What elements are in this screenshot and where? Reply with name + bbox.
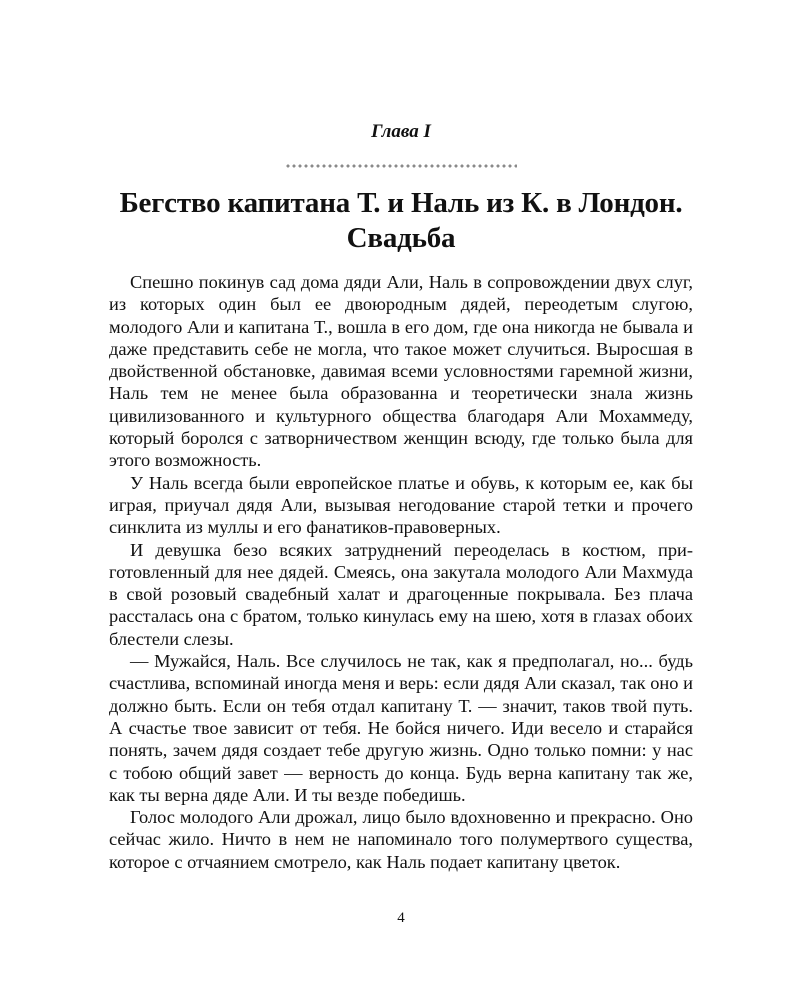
chapter-label: Глава I [371,121,431,142]
paragraph: Голос молодого Али дрожал, лицо было вдохновенно и прекрасно. Оно сейчас жило. Ничто в нем не напоминало того полумертвого существа, которое с отчаянием смотрело, как Наль подает капитану цветок. [109,807,693,872]
paragraph: У Наль всегда были европейское платье и обувь, к которым ее, как бы играя, приучал дядя Али, вызывая негодование старой тетки и прочего синклита из муллы и его фанатиков-правоверных. [109,472,693,538]
book-page [109,0,693,1000]
page-number: 4 [397,910,405,926]
paragraph: Спешно покинув сад дома дяди Али, Наль в сопровождении двух слуг, из которых один был ее двоюродным дядей, переодетым слугою, молодого Али и капитана Т., вошла в его дом, где она никогда не бывала и даже представить себе не могла, что такое может случиться. Выросшая в двойственной обстановке, давимая всеми условностями гаремной жизни, Наль тем не менее была образованна и теоретически знала жизнь цивилизованного и культурного общества благодаря Али Мохаммеду, который боролся с затворничеством женщин всюду, где только была для этого возможность. [109,272,693,471]
dotted-divider [285,163,517,169]
paragraph: И девушка безо всяких затруднений переоделась в костюм, приготовленный для нее дядей. Смеясь, она закутала молодого Али Махмуда в свой розовый свадебный халат и драгоценные покрывала. Без плача рассталась она с братом, только кинулась ему на шею, хотя в глазах обоих блестели слезы. [109,539,693,649]
chapter-title: Бегство капитана Т. и Наль из К. в Лондон. Свадьба [119,187,683,254]
paragraph: — Мужайся, Наль. Все случилось не так, как я предполагал, но... будь счастлива, вспоминай иногда меня и верь: если дядя Али сказал, так оно и должно быть. Если он тебя отдал капитану Т. — значит, таков твой путь. А счастье твое зависит от тебя. Не бойся ничего. Иди весело и старайся понять, зачем дядя создает тебе другую жизнь. Одно только помни: у нас с тобою общий завет — верность до конца. Будь верна капитану так же, как ты верна дяде Али. И ты везде победишь. [109,651,693,805]
body-text [109,271,693,873]
